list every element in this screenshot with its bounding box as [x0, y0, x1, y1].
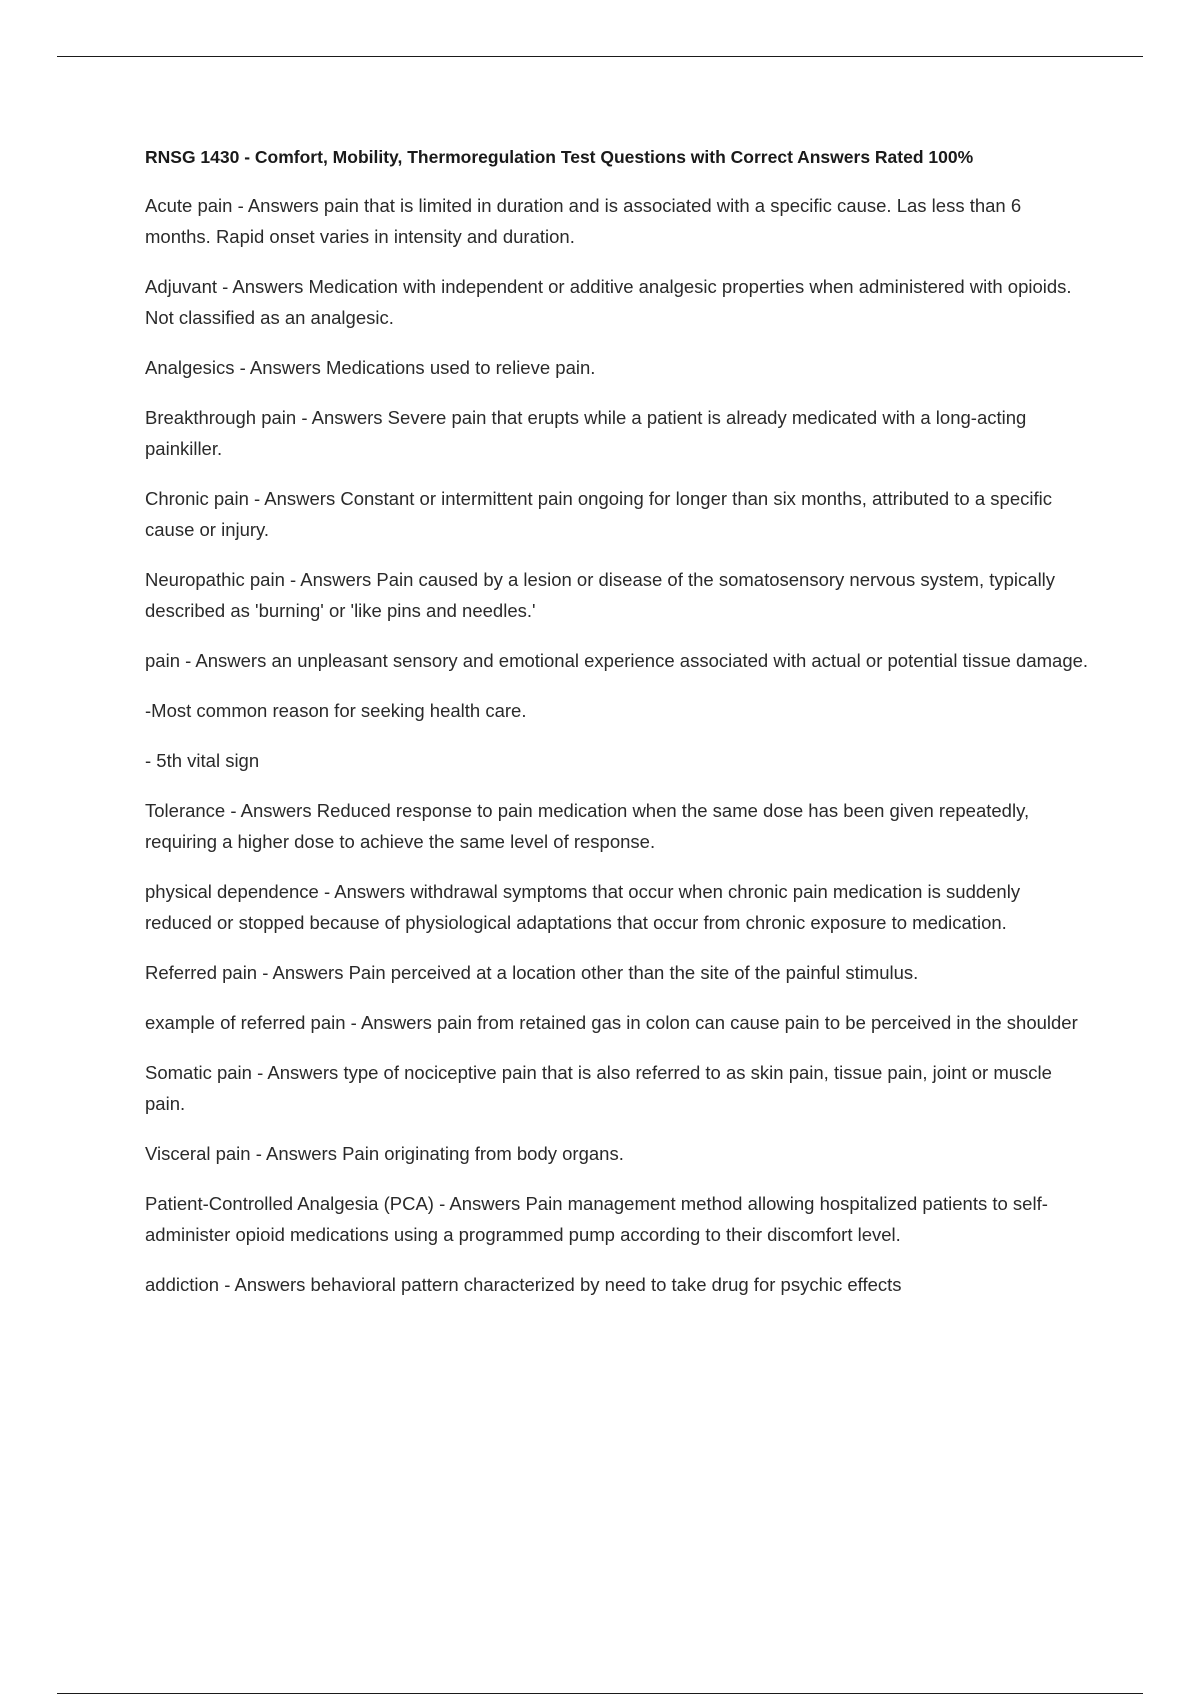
- entry-pain: pain - Answers an unpleasant sensory and emotional experience associated with actual or potential tissue damage.: [145, 650, 1089, 671]
- entry-referred-pain-example: example of referred pain - Answers pain from retained gas in colon can cause pain to be perceived in the shoulder: [145, 1012, 1078, 1033]
- entry-chronic-pain: Chronic pain - Answers Constant or intermittent pain ongoing for longer than six months, attributed to a specific cause or injury.: [145, 488, 1052, 540]
- entry-pca: Patient-Controlled Analgesia (PCA) - Answers Pain management method allowing hospitalized patients to self-administer opioid medications using a programmed pump according to their discomfort level.: [145, 1193, 1048, 1245]
- entry-visceral-pain: Visceral pain - Answers Pain originating from body organs.: [145, 1143, 624, 1164]
- bottom-rule: [57, 1693, 1143, 1694]
- entry-somatic-pain: Somatic pain - Answers type of nociceptive pain that is also referred to as skin pain, tissue pain, joint or muscle pain.: [145, 1062, 1052, 1114]
- entry-neuropathic-pain: Neuropathic pain - Answers Pain caused by a lesion or disease of the somatosensory nervous system, typically described as 'burning' or 'like pins and needles.': [145, 569, 1056, 621]
- entry-adjuvant: Adjuvant - Answers Medication with independent or additive analgesic properties when administered with opioids. Not classified as an analgesic.: [145, 276, 1072, 328]
- entry-analgesics: Analgesics - Answers Medications used to relieve pain.: [145, 357, 596, 378]
- entry-list: [145, 190, 1090, 1300]
- entry-pain-note-common-reason: -Most common reason for seeking health care.: [145, 700, 527, 721]
- document-body: [145, 146, 1090, 1319]
- top-rule: [57, 56, 1143, 57]
- document-title: RNSG 1430 - Comfort, Mobility, Thermoregulation Test Questions with Correct Answers Rated 100%: [145, 147, 974, 167]
- entry-tolerance: Tolerance - Answers Reduced response to pain medication when the same dose has been given repeatedly, requiring a higher dose to achieve the same level of response.: [145, 800, 1030, 852]
- entry-breakthrough-pain: Breakthrough pain - Answers Severe pain that erupts while a patient is already medicated with a long-acting painkiller.: [145, 407, 1027, 459]
- entry-referred-pain: Referred pain - Answers Pain perceived at a location other than the site of the painful stimulus.: [145, 962, 919, 983]
- entry-addiction: addiction - Answers behavioral pattern characterized by need to take drug for psychic effects: [145, 1274, 902, 1295]
- entry-pain-note-vital-sign: - 5th vital sign: [145, 750, 260, 771]
- entry-physical-dependence: physical dependence - Answers withdrawal symptoms that occur when chronic pain medication is suddenly reduced or stopped because of physiological adaptations that occur from chronic exposure to medication.: [145, 881, 1021, 933]
- entry-acute-pain: Acute pain - Answers pain that is limited in duration and is associated with a specific cause. Las less than 6 months. Rapid onset varies in intensity and duration.: [145, 195, 1022, 247]
